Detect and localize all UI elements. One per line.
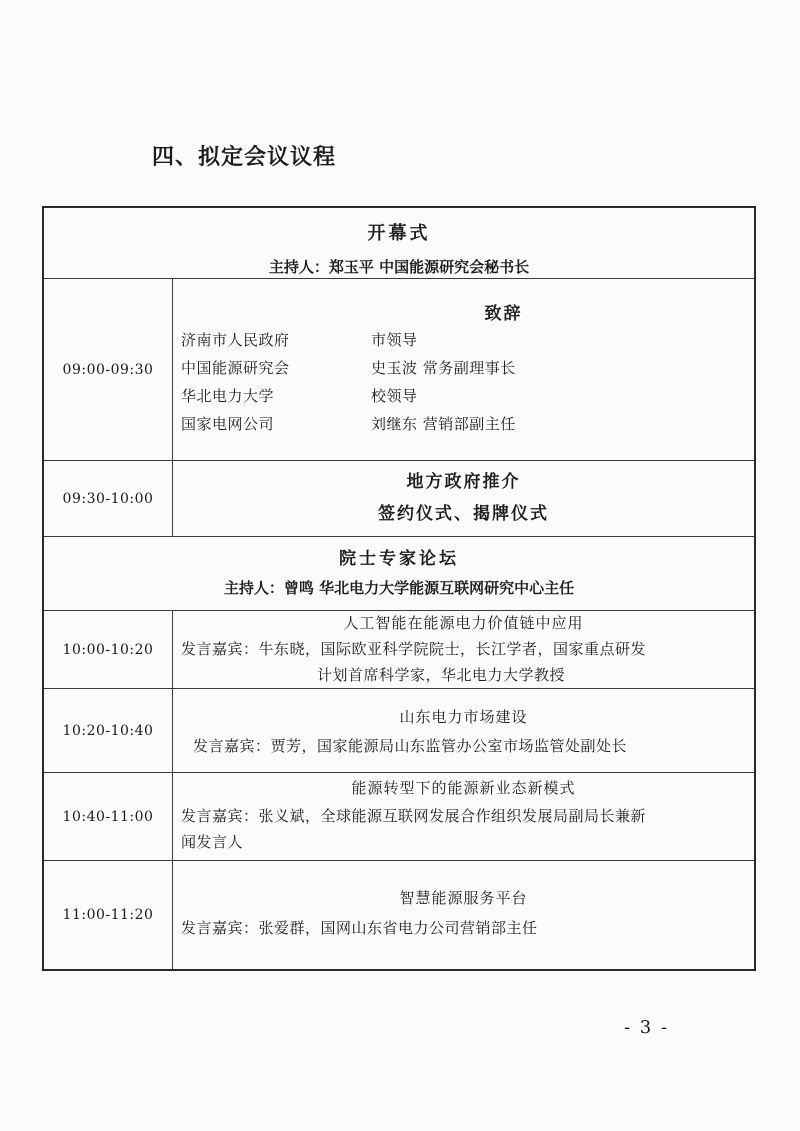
forum-host: 主持人：曾鸣 华北电力大学能源互联网研究中心主任 [223, 579, 575, 597]
talk-row [44, 611, 754, 689]
opening-section [44, 208, 754, 279]
talk-speaker: 发言嘉宾：张义斌，全球能源互联网发展合作组织发展局副局长兼新 [181, 807, 647, 825]
promotion-row [44, 461, 754, 537]
talk-row [44, 861, 754, 969]
promotion-time: 09:30-10:00 [44, 461, 173, 536]
talk-title: 智慧能源服务平台 [399, 889, 528, 907]
talk-speaker-cont: 计划首席科学家，华北电力大学教授 [317, 666, 566, 684]
forum-section [44, 537, 754, 611]
talk-time: 10:20-10:40 [44, 689, 173, 772]
page-number: - 3 - [624, 1017, 670, 1038]
talk-time: 10:40-11:00 [44, 773, 173, 860]
forum-title: 院士专家论坛 [339, 549, 459, 569]
talk-time: 11:00-11:20 [44, 861, 173, 969]
talk-time: 10:00-10:20 [44, 611, 173, 688]
promotion-line2: 签约仪式、揭牌仪式 [378, 504, 549, 524]
talk-title: 人工智能在能源电力价值链中应用 [343, 614, 584, 632]
talk-title: 能源转型下的能源新业态新模式 [351, 779, 576, 797]
talk-row [44, 773, 754, 861]
welcome-org: 华北电力大学 [181, 387, 275, 405]
opening-title: 开幕式 [367, 223, 431, 244]
welcome-person: 校领导 [371, 387, 418, 405]
talk-row [44, 689, 754, 773]
welcome-person: 史玉波 常务副理事长 [371, 359, 516, 377]
welcome-org: 中国能源研究会 [181, 359, 290, 377]
talk-speaker: 发言嘉宾：贾芳，国家能源局山东监管办公室市场监管处副处长 [193, 737, 628, 755]
welcome-title: 致辞 [484, 304, 523, 324]
promotion-line1: 地方政府推介 [406, 472, 521, 492]
welcome-list [181, 326, 746, 438]
talk-speaker-cont: 闻发言人 [181, 833, 244, 851]
welcome-row [44, 279, 754, 461]
welcome-org: 济南市人民政府 [181, 331, 290, 349]
talk-speaker: 发言嘉宾：张爱群，国网山东省电力公司营销部主任 [181, 919, 538, 937]
welcome-person: 市领导 [371, 331, 418, 349]
welcome-time: 09:00-09:30 [44, 279, 173, 460]
opening-host: 主持人：郑玉平 中国能源研究会秘书长 [268, 258, 530, 276]
welcome-person: 刘继东 营销部副主任 [371, 415, 516, 433]
talk-speaker: 发言嘉宾：牛东晓，国际欧亚科学院院士，长江学者，国家重点研发 [181, 640, 647, 658]
talk-title: 山东电力市场建设 [399, 708, 528, 726]
section-heading: 四、拟定会议议程 [152, 145, 337, 170]
welcome-org: 国家电网公司 [181, 415, 275, 433]
agenda-table [42, 206, 756, 971]
